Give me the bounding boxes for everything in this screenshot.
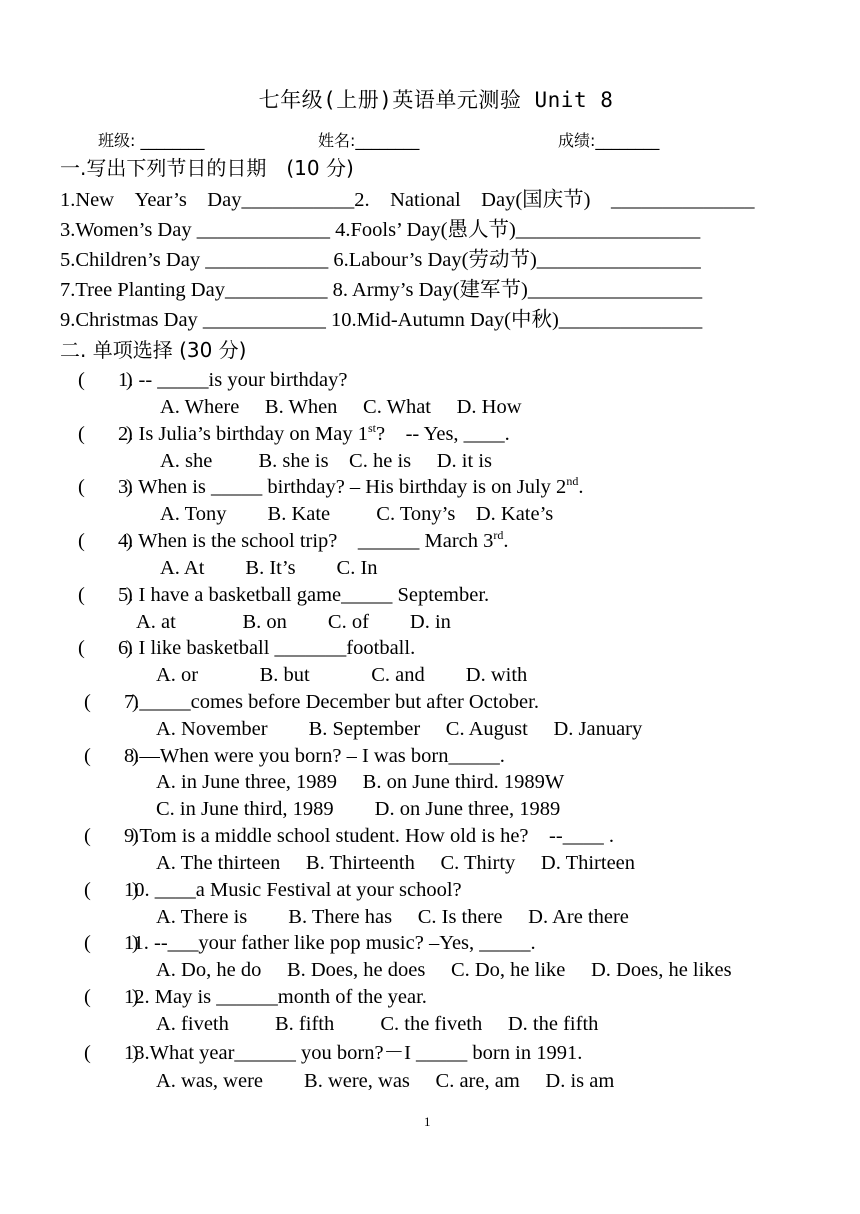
question-6 — [78, 630, 415, 660]
question-12-options: A. fiveth B. fifth C. the fiveth D. the fifth — [156, 1013, 599, 1035]
ordinal-suffix: st — [367, 421, 376, 435]
festival-item: 10.Mid-Autumn Day(中秋)______________ — [331, 309, 703, 331]
name-field: 姓名:________ — [318, 131, 420, 150]
question-2 — [78, 416, 510, 446]
festival-item: 9.Christmas Day ____________ — [60, 309, 326, 331]
question-9 — [84, 818, 614, 848]
festival-row-2 — [60, 212, 700, 242]
answer-blank: ( ) — [78, 423, 133, 445]
score-field: 成绩:________ — [558, 131, 660, 150]
section1-heading: 一.写出下列节日的日期 (10 分) — [60, 156, 354, 180]
question-text-end: ? -- Yes, ____. — [375, 423, 510, 445]
question-text: 13.What year______ you born?－I _____ born in 1991. — [124, 1042, 583, 1064]
question-11-options: A. Do, he do B. Does, he does C. Do, he like D. Does, he likes — [156, 959, 732, 981]
festival-item: 2. National Day(国庆节) ______________ — [354, 189, 755, 211]
question-1-options: A. Where B. When C. What D. How — [160, 396, 522, 418]
question-13-options: A. was, were B. were, was C. are, am D. is am — [156, 1070, 615, 1092]
festival-row-3 — [60, 242, 701, 272]
festival-item: 6.Labour’s Day(劳动节)________________ — [333, 249, 701, 271]
question-text: 4. When is the school trip? ______ March 3 — [118, 530, 494, 552]
question-10 — [84, 872, 462, 902]
question-8-options-2: C. in June third, 1989 D. on June three, 1989 — [156, 798, 561, 820]
question-text: 2. Is Julia’s birthday on May 1 — [118, 423, 368, 445]
question-6-options: A. or B. but C. and D. with — [156, 664, 528, 686]
ordinal-suffix: rd — [493, 528, 504, 542]
festival-row-5 — [60, 302, 702, 332]
festival-item: 3.Women’s Day _____________ — [60, 219, 330, 241]
question-4 — [78, 523, 509, 553]
page-title: 七年级(上册)英语单元测验 Unit 8 — [258, 88, 614, 112]
question-text: 10. ____a Music Festival at your school? — [124, 879, 462, 901]
festival-row-1 — [60, 182, 754, 212]
festival-item: 1.New Year’s Day___________ — [60, 189, 355, 211]
question-7-options: A. November B. September C. August D. January — [156, 718, 643, 740]
festival-item: 7.Tree Planting Day__________ — [60, 279, 328, 301]
ordinal-suffix: nd — [566, 474, 579, 488]
answer-blank: ( ) — [84, 745, 139, 767]
question-3 — [78, 469, 583, 499]
answer-blank: ( ) — [84, 932, 139, 954]
answer-blank: ( ) — [78, 637, 133, 659]
question-text: 8.—When were you born? – I was born_____. — [124, 745, 505, 767]
question-8-options-1: A. in June three, 1989 B. on June third. 1989W — [156, 771, 565, 793]
answer-blank: ( ) — [78, 476, 133, 498]
question-text: 1. -- _____is your birthday? — [118, 369, 348, 391]
question-9-options: A. The thirteen B. Thirteenth C. Thirty D. Thirteen — [156, 852, 636, 874]
question-10-options: A. There is B. There has C. Is there D. Are there — [156, 906, 629, 928]
question-3-options: A. Tony B. Kate C. Tony’s D. Kate’s — [160, 503, 554, 525]
question-4-options: A. At B. It’s C. In — [160, 557, 378, 579]
question-2-options: A. she B. she is C. he is D. it is — [160, 450, 492, 472]
answer-blank: ( ) — [84, 1042, 139, 1064]
answer-blank: ( ) — [78, 369, 133, 391]
question-text: 11. --___your father like pop music? –Yes, _____. — [124, 932, 536, 954]
question-5 — [78, 577, 489, 607]
question-1 — [78, 362, 347, 392]
question-text: 9.Tom is a middle school student. How old is he? --____ . — [124, 825, 614, 847]
section2-heading: 二. 单项选择 (30 分) — [60, 338, 247, 362]
answer-blank: ( ) — [78, 530, 133, 552]
question-11 — [84, 925, 536, 955]
answer-blank: ( ) — [84, 691, 139, 713]
answer-blank: ( ) — [84, 879, 139, 901]
question-text: 6. I like basketball _______football. — [118, 637, 416, 659]
festival-item: 5.Children’s Day ____________ — [60, 249, 329, 271]
question-5-options: A. at B. on C. of D. in — [136, 611, 451, 633]
answer-blank: ( ) — [78, 584, 133, 606]
answer-blank: ( ) — [84, 825, 139, 847]
question-text-end: . — [503, 530, 509, 552]
answer-blank: ( ) — [84, 986, 139, 1008]
question-text: 5. I have a basketball game_____ September. — [118, 584, 490, 606]
question-text-end: . — [578, 476, 584, 498]
question-text: 7._____comes before December but after October. — [124, 691, 539, 713]
question-7 — [84, 684, 539, 714]
class-field: 班级: ________ — [98, 131, 205, 150]
festival-item: 4.Fools’ Day(愚人节)__________________ — [335, 219, 701, 241]
question-text: 3. When is _____ birthday? – His birthday is on July 2 — [118, 476, 567, 498]
festival-item: 8. Army’s Day(建军节)_________________ — [332, 279, 703, 301]
question-13 — [84, 1035, 582, 1065]
question-text: 12. May is ______month of the year. — [124, 986, 427, 1008]
question-12 — [84, 979, 427, 1009]
festival-row-4 — [60, 272, 702, 302]
page-number: 1 — [424, 1114, 431, 1129]
